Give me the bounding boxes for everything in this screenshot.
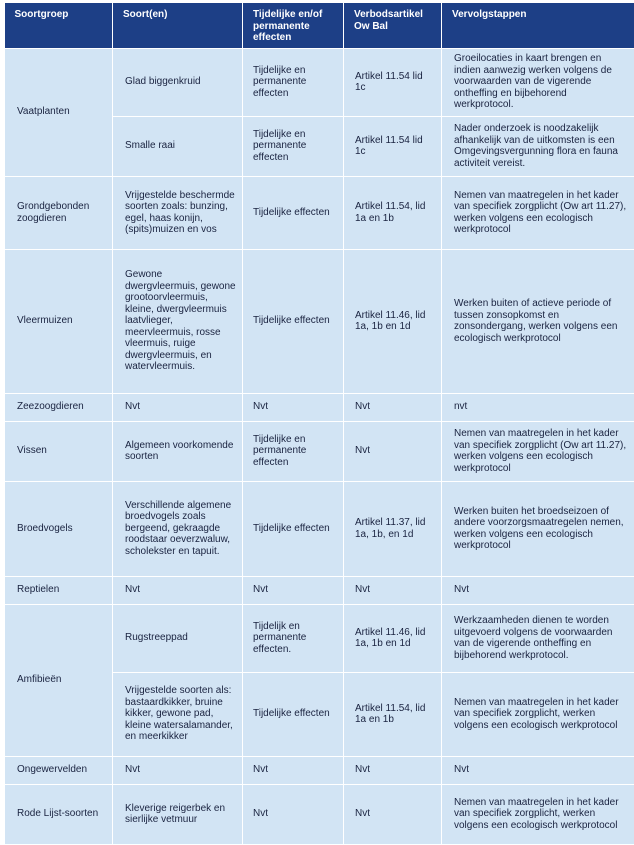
header-vervolgstappen: Vervolgstappen [442,3,634,48]
effects-cell: Tijdelijke en permanente effecten [243,48,344,116]
species-cell: Algemeen voorkomende soorten [113,421,243,481]
header-verbodsartikel: Verbodsartikel Ow Bal [344,3,442,48]
group-cell: Reptielen [5,576,113,604]
table-row [5,481,634,576]
species-cell: Kleverige reigerbek en sierlijke vetmuur [113,784,243,844]
table-row [5,48,634,116]
species-cell: Smalle raai [113,116,243,176]
header-soorten: Soort(en) [113,3,243,48]
table-row [5,249,634,393]
group-cell: Broedvogels [5,481,113,576]
table-row [5,393,634,421]
effects-cell: Nvt [243,393,344,421]
effects-cell: Tijdelijke en permanente effecten [243,116,344,176]
article-cell: Artikel 11.46, lid 1a, 1b en 1d [344,604,442,672]
next-steps-cell: Nemen van maatregelen in het kader van specifiek zorgplicht (Ow art 11.27), werken volgens een ecologisch werkprotocol [442,176,634,249]
group-cell: Grondgebonden zoogdieren [5,176,113,249]
effects-cell: Nvt [243,784,344,844]
article-cell: Nvt [344,421,442,481]
table-row [5,176,634,249]
species-cell: Nvt [113,393,243,421]
next-steps-cell: Nvt [442,576,634,604]
article-cell: Nvt [344,784,442,844]
group-cell: Vleermuizen [5,249,113,393]
table-row [5,604,634,672]
header-effecten: Tijdelijke en/of permanente effecten [243,3,344,48]
next-steps-cell: Werkzaamheden dienen te worden uitgevoerd volgens de voorwaarden van de vigerende ontheffing en bijbehorend werkprotocol. [442,604,634,672]
species-cell: Rugstreeppad [113,604,243,672]
group-cell: Amfibieën [5,604,113,756]
article-cell: Artikel 11.46, lid 1a, 1b en 1d [344,249,442,393]
group-cell: Vaatplanten [5,48,113,176]
effects-cell: Nvt [243,576,344,604]
article-cell: Artikel 11.54, lid 1a en 1b [344,176,442,249]
next-steps-cell: Nemen van maatregelen in het kader van specifiek zorgplicht (Ow art 11.27), werken volgens een ecologisch werkprotocol [442,421,634,481]
article-cell: Artikel 11.54 lid 1c [344,116,442,176]
effects-cell: Tijdelijke effecten [243,176,344,249]
group-cell: Vissen [5,421,113,481]
species-table-container [4,3,634,845]
table-body [5,48,634,844]
group-cell: Rode Lijst-soorten [5,784,113,844]
next-steps-cell: Nemen van maatregelen in het kader van specifiek zorgplicht, werken volgens een ecologisch werkprotocol [442,784,634,844]
article-cell: Nvt [344,393,442,421]
article-cell: Artikel 11.54, lid 1a en 1b [344,672,442,756]
next-steps-cell: Werken buiten het broedseizoen of andere voorzorgsmaatregelen nemen, werken volgens een ecologisch werkprotocol [442,481,634,576]
species-cell: Vrijgestelde beschermde soorten zoals: bunzing, egel, haas konijn, (spits)muizen en vos [113,176,243,249]
species-cell: Gewone dwergvleermuis, gewone grootoorvleermuis, kleine, dwergvleermuis laatvlieger, meervleermuis, rosse vleermuis, ruige dwergvleermuis, en watervleermuis. [113,249,243,393]
next-steps-cell: Nvt [442,756,634,784]
article-cell: Nvt [344,576,442,604]
effects-cell: Tijdelijke en permanente effecten [243,421,344,481]
table-row [5,421,634,481]
species-cell: Verschillende algemene broedvogels zoals bergeend, gekraagde roodstaar oeverzwaluw, scholekster en tapuit. [113,481,243,576]
species-cell: Glad biggenkruid [113,48,243,116]
next-steps-cell: Groeilocaties in kaart brengen en indien aanwezig werken volgens de voorwaarden van de vigerende ontheffing en bijbehorend werkprotocol. [442,48,634,116]
next-steps-cell: Nader onderzoek is noodzakelijk afhankelijk van de uitkomsten is een Omgevingsvergunning flora en fauna activiteit vereist. [442,116,634,176]
table-row [5,576,634,604]
group-cell: Ongewervelden [5,756,113,784]
group-cell: Zeezoogdieren [5,393,113,421]
header-soortgroep: Soortgroep [5,3,113,48]
table-row [5,784,634,844]
species-cell: Vrijgestelde soorten als: bastaardkikker, bruine kikker, gewone pad, kleine watersalamander, en meerkikker [113,672,243,756]
effects-cell: Tijdelijke effecten [243,481,344,576]
species-cell: Nvt [113,576,243,604]
article-cell: Artikel 11.54 lid 1c [344,48,442,116]
effects-cell: Tijdelijke effecten [243,249,344,393]
header-row [5,3,634,48]
effects-cell: Tijdelijk en permanente effecten. [243,604,344,672]
next-steps-cell: Nemen van maatregelen in het kader van specifiek zorgplicht, werken volgens een ecologisch werkprotocol [442,672,634,756]
article-cell: Artikel 11.37, lid 1a, 1b, en 1d [344,481,442,576]
article-cell: Nvt [344,756,442,784]
table-row [5,756,634,784]
effects-cell: Tijdelijke effecten [243,672,344,756]
next-steps-cell: nvt [442,393,634,421]
table-header [5,3,634,48]
next-steps-cell: Werken buiten of actieve periode of tussen zonsopkomst en zonsondergang, werken volgens een ecologisch werkprotocol [442,249,634,393]
species-cell: Nvt [113,756,243,784]
effects-cell: Nvt [243,756,344,784]
species-table [4,3,634,845]
